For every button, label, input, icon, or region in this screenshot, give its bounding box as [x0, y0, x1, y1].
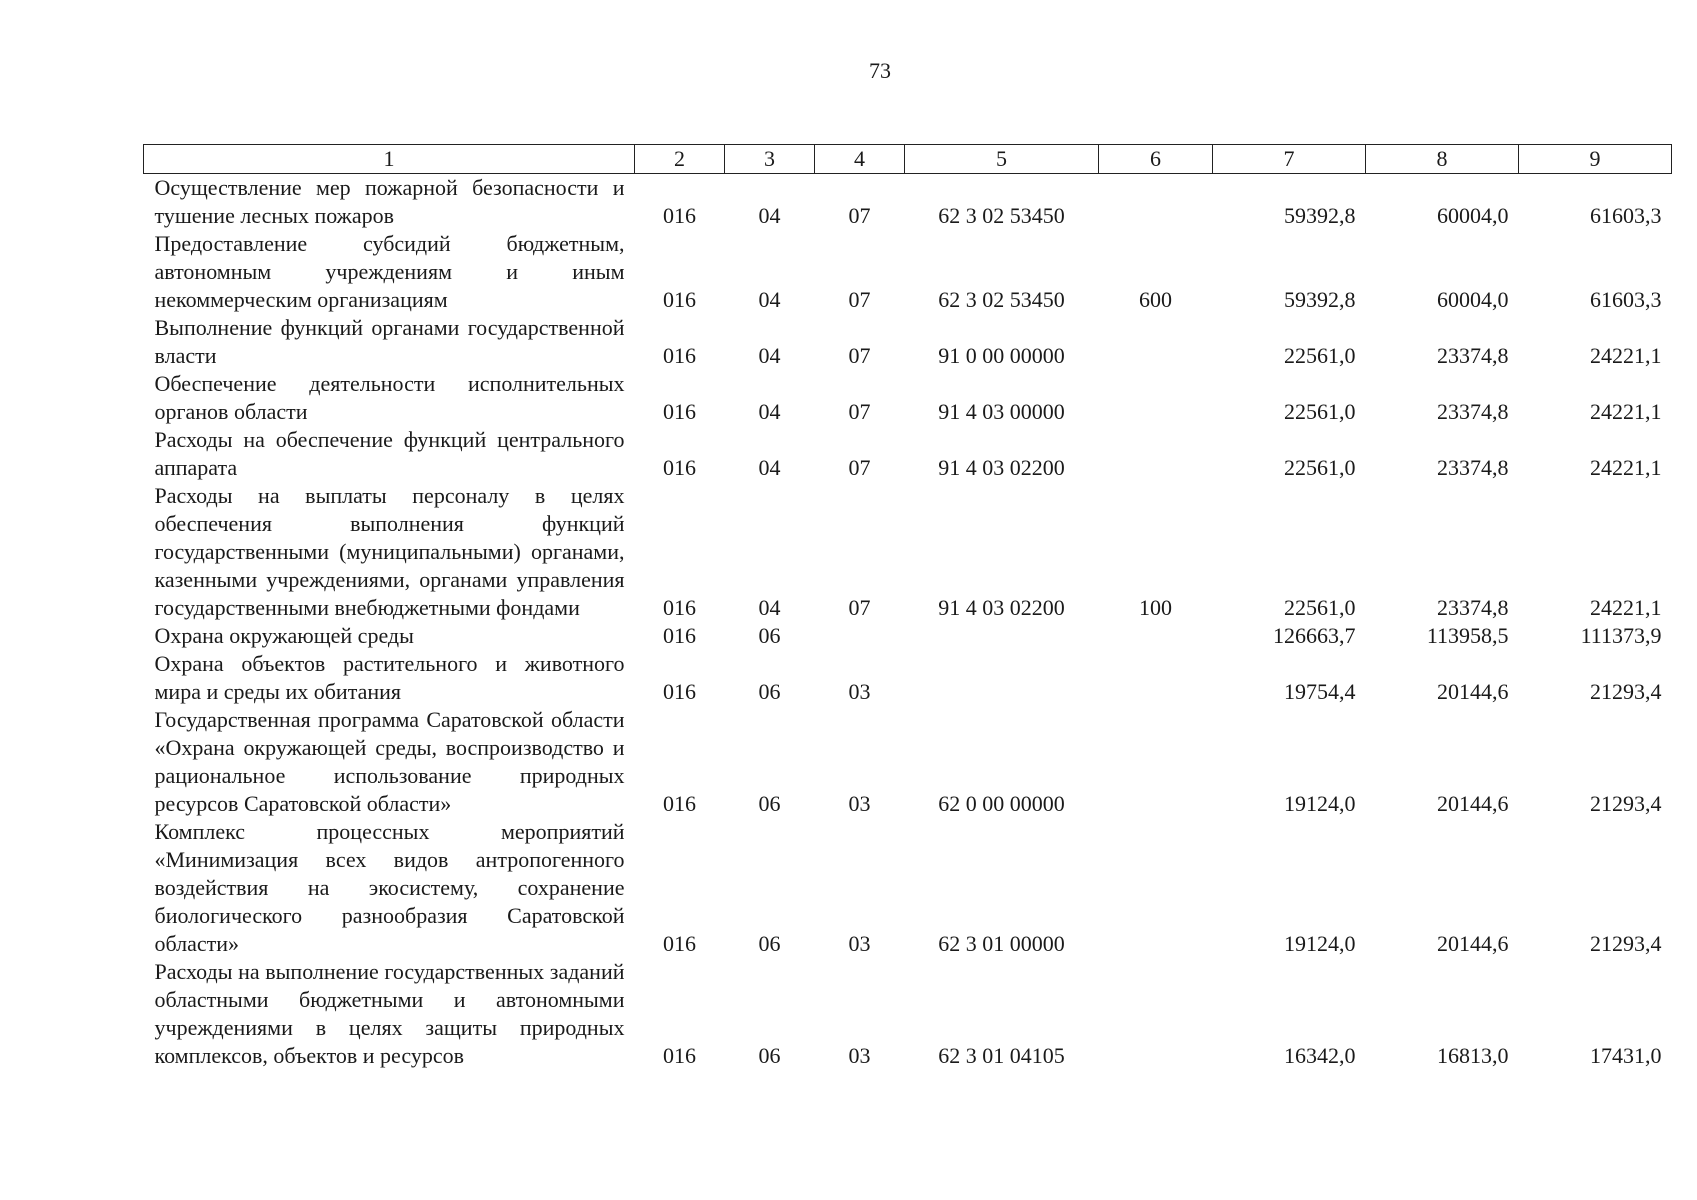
section-code-cell: 04: [758, 203, 781, 228]
subsection-code-cell: 07: [848, 595, 871, 620]
item-name-cell: Государственная программа Саратовской области «Охрана окружающей среды, воспроизводство и рациональное использование природных ресурсов Саратовской области»: [154, 707, 625, 816]
amount-year1-cell: 59392,8: [1284, 203, 1356, 228]
expense-type-cell: [1099, 650, 1213, 706]
amount-year2-cell: 113958,5: [1426, 623, 1509, 648]
amount-year1-cell: 126663,7: [1273, 623, 1356, 648]
grbs-code-cell: 016: [663, 287, 696, 312]
section-code-cell: 06: [758, 623, 781, 648]
amount-year3-cell: 21293,4: [1590, 679, 1662, 704]
section-code-cell: 06: [758, 679, 781, 704]
amount-year2-cell: 23374,8: [1437, 455, 1509, 480]
amount-year2-cell: 20144,6: [1437, 791, 1509, 816]
section-code-cell: 06: [758, 791, 781, 816]
item-name-cell: Охрана объектов растительного и животного мира и среды их обитания: [154, 651, 625, 704]
table-header-row: [144, 145, 1672, 174]
table-row: [144, 958, 1672, 1070]
amount-year3-cell: 24221,1: [1590, 595, 1662, 620]
table-row: [144, 314, 1672, 370]
amount-year2-cell: 23374,8: [1437, 399, 1509, 424]
target-article-cell: 91 4 03 02200: [938, 595, 1065, 620]
header-cell: 5: [905, 145, 1099, 174]
amount-year1-cell: 22561,0: [1284, 399, 1356, 424]
grbs-code-cell: 016: [663, 679, 696, 704]
section-code-cell: 04: [758, 343, 781, 368]
amount-year3-cell: 111373,9: [1580, 623, 1662, 648]
amount-year1-cell: 59392,8: [1284, 287, 1356, 312]
amount-year2-cell: 60004,0: [1437, 203, 1509, 228]
subsection-code-cell: 03: [848, 931, 871, 956]
target-article-cell: [905, 622, 1099, 650]
table-row: [144, 650, 1672, 706]
expense-type-cell: [1099, 818, 1213, 958]
amount-year2-cell: 23374,8: [1437, 343, 1509, 368]
amount-year2-cell: 23374,8: [1437, 595, 1509, 620]
grbs-code-cell: 016: [663, 791, 696, 816]
amount-year1-cell: 19754,4: [1284, 679, 1356, 704]
target-article-cell: [905, 650, 1099, 706]
subsection-code-cell: 07: [848, 287, 871, 312]
amount-year3-cell: 24221,1: [1590, 455, 1662, 480]
grbs-code-cell: 016: [663, 623, 696, 648]
header-cell: 8: [1366, 145, 1519, 174]
amount-year1-cell: 22561,0: [1284, 595, 1356, 620]
table-row: [144, 230, 1672, 314]
item-name-cell: Расходы на выполнение государственных заданий областными бюджетными и автономными учреждениями в целях защиты природных комплексов, объектов и ресурсов: [154, 959, 625, 1068]
amount-year1-cell: 22561,0: [1284, 343, 1356, 368]
item-name-cell: Осуществление мер пожарной безопасности и тушение лесных пожаров: [154, 175, 625, 228]
section-code-cell: 06: [758, 931, 781, 956]
header-cell: 4: [815, 145, 905, 174]
grbs-code-cell: 016: [663, 343, 696, 368]
table-row: [144, 370, 1672, 426]
table-row: [144, 426, 1672, 482]
table-row: [144, 174, 1672, 231]
target-article-cell: 91 4 03 02200: [938, 455, 1065, 480]
subsection-code-cell: [815, 622, 905, 650]
amount-year3-cell: 61603,3: [1590, 287, 1662, 312]
subsection-code-cell: 07: [848, 399, 871, 424]
amount-year2-cell: 20144,6: [1437, 679, 1509, 704]
subsection-code-cell: 03: [848, 679, 871, 704]
item-name-cell: Предоставление субсидий бюджетным, автономным учреждениям и иным некоммерческим организациям: [154, 231, 625, 312]
table-row: [144, 818, 1672, 958]
table-row: [144, 482, 1672, 622]
table-row: [144, 706, 1672, 818]
section-code-cell: 04: [758, 595, 781, 620]
item-name-cell: Охрана окружающей среды: [154, 623, 414, 648]
subsection-code-cell: 07: [848, 343, 871, 368]
item-name-cell: Выполнение функций органами государственной власти: [154, 315, 625, 368]
expense-type-cell: [1099, 314, 1213, 370]
amount-year1-cell: 22561,0: [1284, 455, 1356, 480]
item-name-cell: Расходы на обеспечение функций центрального аппарата: [154, 427, 625, 480]
amount-year2-cell: 60004,0: [1437, 287, 1509, 312]
header-cell: 6: [1099, 145, 1213, 174]
header-cell: 7: [1213, 145, 1366, 174]
header-cell: 1: [144, 145, 635, 174]
amount-year3-cell: 21293,4: [1590, 791, 1662, 816]
grbs-code-cell: 016: [663, 455, 696, 480]
grbs-code-cell: 016: [663, 931, 696, 956]
expense-type-cell: [1099, 426, 1213, 482]
target-article-cell: 62 3 01 00000: [938, 931, 1065, 956]
amount-year3-cell: 21293,4: [1590, 931, 1662, 956]
amount-year1-cell: 16342,0: [1284, 1043, 1356, 1068]
expense-type-cell: [1099, 622, 1213, 650]
amount-year2-cell: 20144,6: [1437, 931, 1509, 956]
section-code-cell: 04: [758, 399, 781, 424]
table-body: [144, 174, 1672, 1071]
grbs-code-cell: 016: [663, 203, 696, 228]
table-row: [144, 622, 1672, 650]
budget-table: [143, 144, 1672, 1070]
grbs-code-cell: 016: [663, 399, 696, 424]
target-article-cell: 91 0 00 00000: [938, 343, 1065, 368]
expense-type-cell: 600: [1139, 287, 1172, 312]
grbs-code-cell: 016: [663, 1043, 696, 1068]
target-article-cell: 62 3 02 53450: [938, 203, 1065, 228]
item-name-cell: Расходы на выплаты персоналу в целях обеспечения выполнения функций государственными (муниципальными) органами, казенными учреждениями, органами управления государственными внебюджетными фондами: [154, 483, 625, 620]
item-name-cell: Комплекс процессных мероприятий «Минимизация всех видов антропогенного воздействия на экосистему, сохранение биологического разнообразия Саратовской области»: [154, 819, 625, 956]
expense-type-cell: [1099, 958, 1213, 1070]
section-code-cell: 06: [758, 1043, 781, 1068]
section-code-cell: 04: [758, 287, 781, 312]
amount-year1-cell: 19124,0: [1284, 931, 1356, 956]
amount-year1-cell: 19124,0: [1284, 791, 1356, 816]
page-number: 73: [869, 58, 891, 83]
subsection-code-cell: 07: [848, 455, 871, 480]
item-name-cell: Обеспечение деятельности исполнительных органов области: [154, 371, 625, 424]
target-article-cell: 62 3 01 04105: [938, 1043, 1065, 1068]
amount-year3-cell: 17431,0: [1590, 1043, 1662, 1068]
target-article-cell: 62 0 00 00000: [938, 791, 1065, 816]
expense-type-cell: [1099, 706, 1213, 818]
expense-type-cell: [1099, 174, 1213, 231]
amount-year3-cell: 61603,3: [1590, 203, 1662, 228]
target-article-cell: 62 3 02 53450: [938, 287, 1065, 312]
amount-year2-cell: 16813,0: [1437, 1043, 1509, 1068]
section-code-cell: 04: [758, 455, 781, 480]
header-cell: 9: [1519, 145, 1672, 174]
subsection-code-cell: 03: [848, 791, 871, 816]
expense-type-cell: [1099, 370, 1213, 426]
header-cell: 2: [635, 145, 725, 174]
target-article-cell: 91 4 03 00000: [938, 399, 1065, 424]
amount-year3-cell: 24221,1: [1590, 399, 1662, 424]
expense-type-cell: 100: [1139, 595, 1172, 620]
header-cell: 3: [725, 145, 815, 174]
amount-year3-cell: 24221,1: [1590, 343, 1662, 368]
grbs-code-cell: 016: [663, 595, 696, 620]
subsection-code-cell: 03: [848, 1043, 871, 1068]
subsection-code-cell: 07: [848, 203, 871, 228]
